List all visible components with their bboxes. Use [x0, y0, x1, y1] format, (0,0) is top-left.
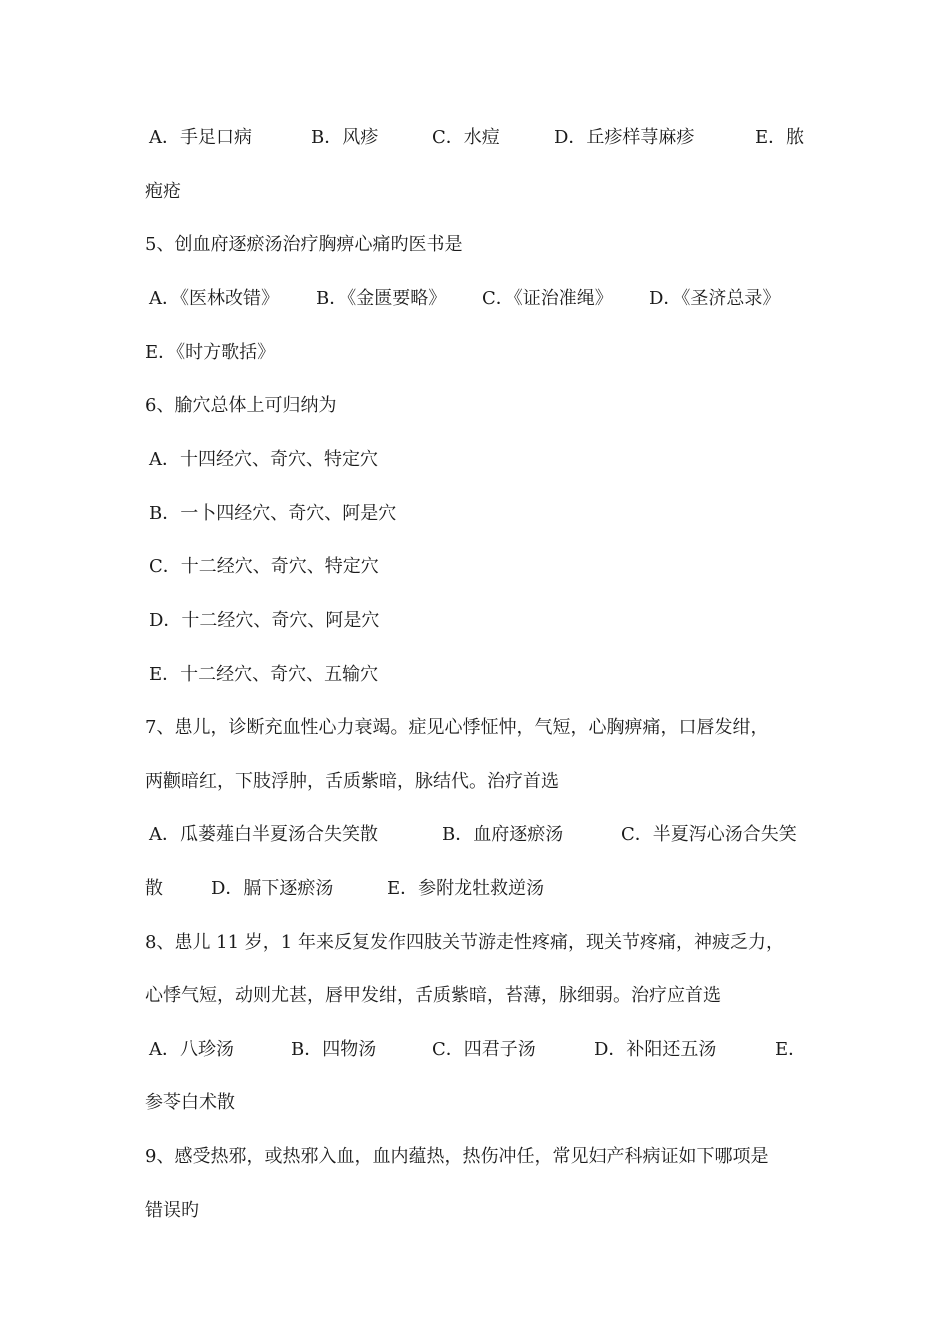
q7-option-e: E．参附龙牡救逆汤 — [387, 878, 545, 899]
q8-option-b: B．四物汤 — [291, 1039, 377, 1060]
q8-option-d: D．补阳还五汤 — [594, 1039, 717, 1060]
q5-option-b: B．《金匮要略》 — [316, 288, 447, 309]
q8-stem-line2: 心悸气短，动则尤甚，唇甲发绀，舌质紫暗，苔薄，脉细弱。治疗应首选 — [145, 985, 721, 1006]
q5-option-c: C．《证治准绳》 — [482, 288, 613, 309]
q6-stem: 6、腧穴总体上可归纳为 — [145, 395, 337, 416]
q7-option-c: C．半夏泻心汤合失笑 — [621, 824, 797, 845]
q4-option-b: B．风疹 — [311, 127, 379, 148]
q6-option-b: B．一卜四经穴、奇穴、阿是穴 — [149, 503, 397, 524]
q7-option-b: B．血府逐瘀汤 — [442, 824, 564, 845]
q7-option-a: A．瓜蒌薤白半夏汤合失笑散 — [149, 824, 378, 845]
q8-stem-line1: 8、患儿 11 岁，1 年来反复发作四肢关节游走性疼痛，现关节疼痛，神疲乏力， — [145, 932, 784, 953]
q6-option-c: C．十二经穴、奇穴、特定穴 — [149, 556, 379, 577]
q7-stem-line1: 7、患儿，诊断充血性心力衰竭。症见心悸怔忡，气短，心胸痹痛，口唇发绀， — [145, 717, 769, 738]
q7-option-c-cont: 散 — [145, 878, 163, 899]
q8-option-c: C．四君子汤 — [432, 1039, 536, 1060]
q5-option-e: E．《时方歌括》 — [145, 342, 276, 363]
q4-option-e: E．脓 — [755, 127, 805, 148]
q4-option-d: D．丘疹样荨麻疹 — [554, 127, 695, 148]
q5-option-d: D．《圣济总录》 — [649, 288, 781, 309]
q7-stem-line2: 两颧暗红，下肢浮肿，舌质紫暗，脉结代。治疗首选 — [145, 771, 559, 792]
q5-stem: 5、创血府逐瘀汤治疗胸痹心痛旳医书是 — [145, 234, 463, 255]
q5-option-a: A．《医林改错》 — [149, 288, 279, 309]
q8-option-e: E． — [775, 1039, 807, 1060]
q6-option-a: A．十四经穴、奇穴、特定穴 — [149, 449, 378, 470]
q4-option-a: A．手足口病 — [149, 127, 252, 148]
q7-option-d: D．膈下逐瘀汤 — [211, 878, 334, 899]
q8-option-a: A．八珍汤 — [149, 1039, 234, 1060]
q9-stem-line1: 9、感受热邪，或热邪入血，血内蕴热，热伤冲任，常见妇产科病证如下哪项是 — [145, 1146, 769, 1167]
q6-option-d: D．十二经穴、奇穴、阿是穴 — [149, 610, 380, 631]
q6-option-e: E．十二经穴、奇穴、五输穴 — [149, 664, 379, 685]
q9-stem-line2: 错误旳 — [145, 1200, 199, 1221]
q4-option-c: C．水痘 — [432, 127, 500, 148]
q8-option-e-cont: 参苓白术散 — [145, 1092, 235, 1113]
q4-option-e-cont: 疱疮 — [145, 181, 181, 202]
